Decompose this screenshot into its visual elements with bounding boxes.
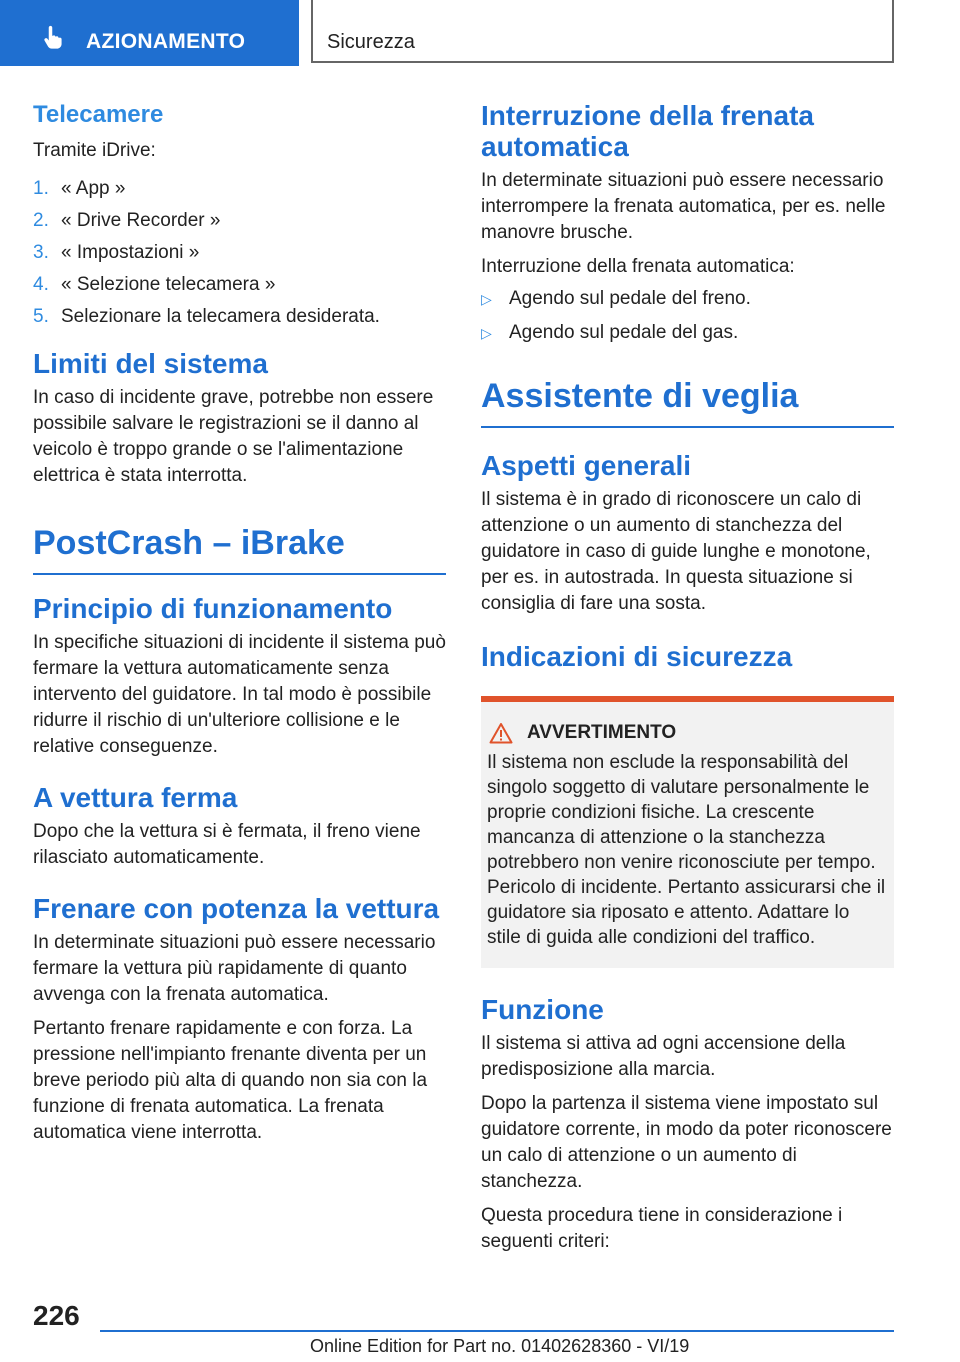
- telecamere-steps: [33, 176, 446, 330]
- postcrash-heading: PostCrash – iBrake: [33, 523, 446, 575]
- funzione-text-2: Dopo la partenza il sistema viene impostato sul guidatore corrente, in modo da poter riconoscere un calo di attenzione o un aumento di stanchezza.: [481, 1093, 892, 1192]
- funzione-text-3: Questa procedura tiene in considerazione i seguenti criteri:: [481, 1205, 843, 1252]
- principio-text: In specifiche situazioni di incidente il sistema può fermare la vettura automaticamente senza intervento del guidatore. In tal modo è possibile ridurre il rischio di un'ulteriore collisione e le relative conseguenze.: [33, 632, 446, 757]
- assistente-heading: Assistente di veglia: [481, 376, 894, 428]
- aspetti-text: Il sistema è in grado di riconoscere un calo di attenzione o un aumento di stanchezza del guidatore in caso di guide lunghe e monotone, per es. in autostrada. In questa situazione si consiglia di fare una sosta.: [481, 489, 871, 614]
- ferma-heading: A vettura ferma: [33, 782, 238, 813]
- principio-heading: Principio di funzionamento: [33, 593, 393, 624]
- list-item: ▷ Agendo sul pedale del gas.: [481, 320, 894, 346]
- chapter-label: AZIONAMENTO: [86, 30, 246, 53]
- indicazioni-heading: Indicazioni di sicurezza: [481, 641, 793, 672]
- page-number: 226: [33, 1300, 80, 1331]
- list-item: 5. Selezionare la telecamera desiderata.: [33, 306, 380, 327]
- triangle-bullet-icon: ▷: [481, 325, 492, 341]
- list-item: 2. « Drive Recorder »: [33, 210, 221, 231]
- section-label: Sicurezza: [327, 31, 415, 53]
- warning-box: [481, 696, 894, 968]
- telecamere-intro: Tramite iDrive:: [33, 140, 156, 161]
- warning-triangle-icon: [489, 722, 513, 744]
- funzione-text-1: Il sistema si attiva ad ogni accensione della predisposizione alla marcia.: [481, 1033, 846, 1080]
- warning-text: Il sistema non esclude la responsabilità del singolo soggetto di valutare personalmente le proprie condizioni fisiche. La crescente mancanza di attenzione o la stanchezza potrebbero non venire riconosciute per tempo. Pericolo di incidente. Pertanto assicurarsi che il guidatore sia riposato e attento. Adattare lo stile di guida alle condizioni del traffico.: [487, 752, 886, 948]
- interruzione-heading: Interruzione della frenata automatica: [481, 100, 814, 162]
- left-column: [33, 100, 446, 1146]
- interruzione-text-1: In determinate situazioni può essere necessario interrompere la frenata automatica, per es. nelle manovre brusche.: [481, 170, 886, 243]
- limiti-text: In caso di incidente grave, potrebbe non essere possibile salvare le registrazioni se il danno al veicolo è troppo grande o se l'alimentazione elettrica è stata interrotta.: [33, 387, 434, 486]
- edition-note: Online Edition for Part no. 01402628360 - VI/19: [310, 1336, 690, 1356]
- list-item: 3. « Impostazioni »: [33, 242, 200, 263]
- limiti-heading: Limiti del sistema: [33, 348, 268, 379]
- warning-label: AVVERTIMENTO: [527, 722, 677, 743]
- telecamere-heading: Telecamere: [33, 101, 164, 128]
- list-item: ▷ Agendo sul pedale del freno.: [481, 286, 894, 312]
- list-item: 4. « Selezione telecamera »: [33, 274, 276, 295]
- aspetti-heading: Aspetti generali: [481, 450, 692, 481]
- frenare-text-2: Pertanto frenare rapidamente e con forza. La pressione nell'impianto frenante diventa per un breve periodo più alta di quando non sia con la funzione di frenata automatica. La frenata automatica viene interrotta.: [33, 1018, 428, 1143]
- footer-divider: [100, 1330, 894, 1332]
- interruzione-text-2: Interruzione della frenata automatica:: [481, 256, 795, 277]
- list-item: 1. « App »: [33, 178, 126, 199]
- right-column: [481, 100, 894, 1255]
- interruzione-bullets: [481, 286, 894, 346]
- funzione-heading: Funzione: [481, 994, 604, 1025]
- frenare-heading: Frenare con potenza la vettura: [33, 893, 440, 924]
- frenare-text-1: In determinate situazioni può essere necessario fermare la vettura più rapidamente di quanto avvenga con la frenata automatica.: [33, 932, 436, 1005]
- hand-pointer-icon: [40, 23, 68, 51]
- ferma-text: Dopo che la vettura si è fermata, il freno viene rilasciato automaticamente.: [33, 821, 421, 868]
- triangle-bullet-icon: ▷: [481, 291, 492, 307]
- warning-title: [487, 722, 888, 744]
- chapter-tab[interactable]: [0, 0, 299, 66]
- section-tab[interactable]: [311, 0, 894, 63]
